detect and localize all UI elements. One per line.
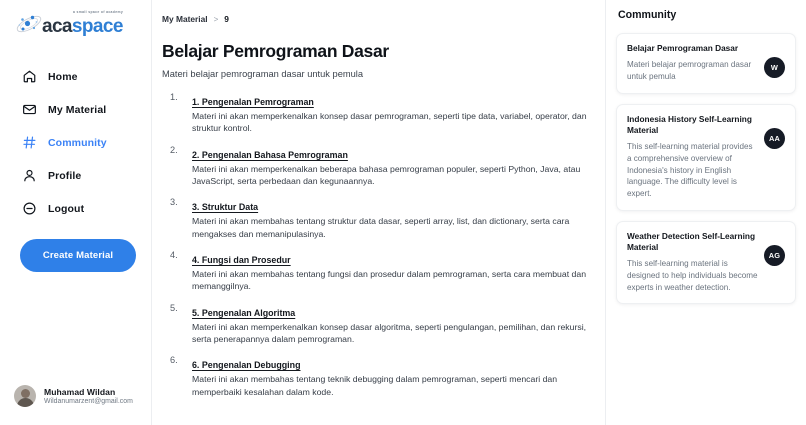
- material-list: [168, 92, 589, 398]
- main-content: [152, 0, 605, 425]
- sidebar-item-label: Home: [48, 70, 78, 83]
- material-heading[interactable]: 1. Pengenalan Pemrograman: [192, 97, 314, 107]
- sidebar: [0, 0, 152, 425]
- material-description: Materi ini akan memperkenalkan beberapa bahasa pemrograman populer, seperti Python, Java, atau JavaScript, serta perbedaan dan kegunaannya.: [192, 163, 581, 187]
- user-email: Wildanumarzent@gmail.com: [44, 398, 133, 405]
- sidebar-item-label: My Material: [48, 103, 107, 116]
- list-item: [168, 197, 589, 240]
- logo-text-secondary: space: [71, 15, 123, 37]
- community-card-description: Materi belajar pemrograman dasar untuk pemula: [627, 60, 752, 81]
- hash-icon: [22, 135, 37, 150]
- material-description: Materi ini akan memperkenalkan konsep dasar algoritma, seperti pengulangan, pemilihan, dan rekursi, serta penerapannya dalam pemrograman.: [192, 321, 587, 345]
- avatar: W: [764, 57, 785, 78]
- chevron-right-icon: >: [213, 14, 219, 24]
- sidebar-nav: [0, 60, 151, 225]
- sidebar-item-label: Logout: [48, 202, 85, 215]
- avatar: AG: [764, 245, 785, 266]
- logo-tagline: a small space of academy: [73, 9, 124, 14]
- list-item: [168, 355, 589, 398]
- sidebar-user-profile[interactable]: [0, 385, 151, 425]
- avatar: AA: [764, 128, 785, 149]
- community-card[interactable]: [616, 221, 796, 305]
- create-material-wrap: [0, 225, 151, 272]
- sidebar-item-community[interactable]: [0, 126, 151, 159]
- home-icon: [22, 69, 37, 84]
- avatar: [14, 385, 36, 407]
- page-title: Belajar Pemrograman Dasar: [162, 41, 389, 61]
- material-heading[interactable]: 4. Fungsi dan Prosedur: [192, 255, 291, 266]
- page-subtitle: Materi belajar pemrograman dasar untuk pemula: [162, 69, 364, 79]
- logo[interactable]: [0, 0, 151, 46]
- material-heading[interactable]: 3. Struktur Data: [192, 202, 259, 213]
- user-name: Muhamad Wildan: [44, 387, 116, 397]
- material-heading[interactable]: 2. Pengenalan Bahasa Pemrograman: [192, 149, 348, 160]
- material-description: Materi ini akan membahas tentang fungsi dan prosedur dalam pemrograman, serta cara membuat dan memanggilnya.: [192, 269, 587, 292]
- material-heading[interactable]: 6. Pengenalan Debugging: [192, 360, 301, 371]
- sidebar-item-logout[interactable]: [0, 192, 151, 225]
- create-material-button[interactable]: Create Material: [20, 239, 136, 272]
- sidebar-item-profile[interactable]: [0, 159, 151, 192]
- material-description: Materi ini akan memperkenalkan konsep dasar pemrograman, seperti tipe data, variabel, operator, dan struktur kontrol.: [192, 111, 587, 134]
- sidebar-item-label: Profile: [48, 169, 82, 182]
- list-item: [168, 92, 589, 135]
- community-card-description: This self-learning material is designed to help individuals become experts in weather detection.: [627, 259, 758, 292]
- list-item: [168, 250, 589, 293]
- sidebar-item-my-material[interactable]: [0, 93, 151, 126]
- breadcrumb-root[interactable]: My Material: [162, 14, 208, 24]
- circle-minus-icon: [22, 201, 37, 216]
- atom-swirl-icon: [14, 11, 44, 37]
- community-title: Community: [618, 9, 677, 21]
- material-heading[interactable]: 5. Pengenalan Algoritma: [192, 307, 296, 318]
- community-panel: [605, 0, 806, 425]
- material-description: Materi ini akan membahas tentang teknik debugging dalam pemrograman, seperti mencari dan memperbaiki kesalahan dalam kode.: [192, 374, 558, 397]
- community-card[interactable]: [616, 33, 796, 94]
- sidebar-item-label: Community: [48, 136, 107, 149]
- material-description: Materi ini akan membahas tentang struktur data dasar, seperti array, list, dan dictionary, serta cara mengakses dan memanipulasinya.: [192, 216, 570, 239]
- community-card-title: Weather Detection Self-Learning Material: [627, 230, 756, 252]
- sidebar-item-home[interactable]: [0, 60, 151, 93]
- user-icon: [22, 168, 37, 183]
- community-card-description: This self-learning material provides a comprehensive overview of Indonesia's history in English language. The difficulty level is expert.: [627, 142, 753, 198]
- breadcrumb-current: 9: [224, 14, 229, 24]
- list-item: [168, 303, 589, 346]
- sidebar-spacer: [0, 272, 151, 385]
- envelope-icon: [22, 102, 37, 117]
- breadcrumb: [162, 14, 589, 24]
- community-card-title: Belajar Pemrograman Dasar: [627, 43, 739, 53]
- logo-text-primary: aca: [42, 15, 72, 37]
- community-card[interactable]: [616, 104, 796, 211]
- community-card-title: Indonesia History Self-Learning Material: [627, 113, 752, 135]
- list-item: [168, 145, 589, 188]
